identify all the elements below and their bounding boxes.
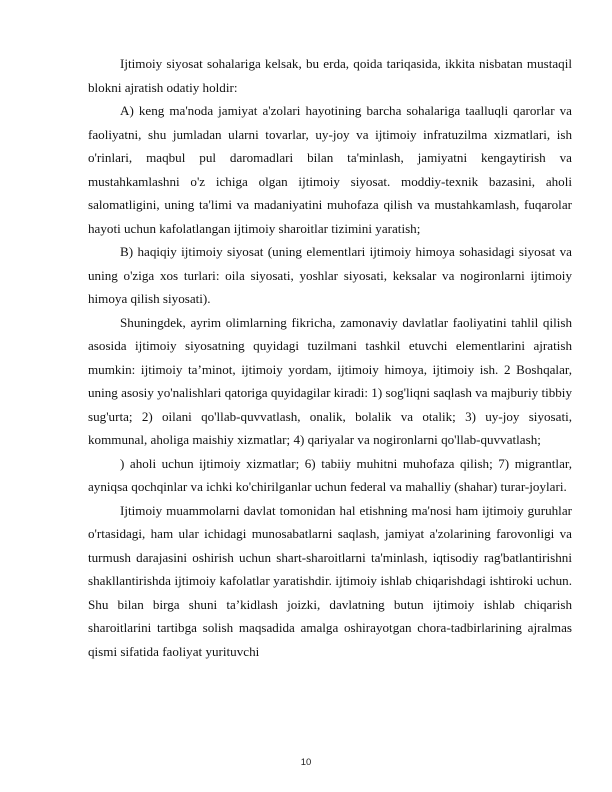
page-number: 10 xyxy=(300,757,312,768)
paragraph-elements: Shuningdek, ayrim olimlarning fikricha, zamonaviy davlatlar faoliyatini tahlil qilish asosida ijtimoiy siyosatning quyidagi tuzilmani tashkil etuvchi elementlarini ajratish mumkin: ijtimoiy ta’minot, ijtimoiy yordam, ijtimoiy himoya, ijtimoiy ish. 2 Boshqalar, uning asosiy yo'nalishlari qatoriga quyidagilar kiradi: 1) sog'liqni saqlash va majburiy tibbiy sug'urta; 2) oilani qo'llab-quvvatlash, onalik, bolalik va otalik; 3) uy-joy siyosati, kommunal, aholiga maishiy xizmatlar; 4) qariyalar va nogironlarni qo'llab-quvvatlash; xyxy=(88,314,572,447)
paragraph-intro: Ijtimoiy siyosat sohalariga kelsak, bu erda, qoida tariqasida, ikkita nisbatan mustaqil blokni ajratish odatiy holdir: xyxy=(88,56,572,95)
paragraph-list-continuation: ) aholi uchun ijtimoiy xizmatlar; 6) tabiiy muhitni muhofaza qilish; 7) migrantlar, ayniqsa qochqinlar va ichki ko'chirilganlar uchun federal va mahalliy (shahar) turar-joylari. xyxy=(88,455,572,494)
paragraph-block-b: B) haqiqiy ijtimoiy siyosat (uning elementlari ijtimoiy himoya sohasidagi siyosat va uning o'ziga xos turlari: oila siyosati, yoshlar siyosati, keksalar va nogironlarni ijtimoiy himoya qilish siyosati). xyxy=(88,244,572,306)
paragraph-block-a: A) keng ma'noda jamiyat a'zolari hayotining barcha sohalariga taalluqli qarorlar va faoliyatni, shu jumladan ularni tovarlar, uy-joy va ijtimoiy infratuzilma xizmatlari, ish o'rinlari, maqbul pul daromadlari bilan ta'minlash, jamiyatni kengaytirish va mustahkamlashni o'z ichiga olgan ijtimoiy siyosat. moddiy-texnik bazasini, aholi salomatligini, uning ta'limi va madaniyatini muhofaza qilish va mustahkamlash, fuqarolar hayoti uchun kafolatlangan ijtimoiy sharoitlar tizimini yaratish; xyxy=(88,103,572,236)
paragraph-state-role: Ijtimoiy muammolarni davlat tomonidan hal etishning ma'nosi ham ijtimoiy guruhlar o'rtasidagi, ham ular ichidagi munosabatlarni saqlash, jamiyat a'zolarining farovonligi va turmush darajasini oshirish uchun shart-sharoitlarni ta'minlash, iqtisodiy rag'batlantirishni shakllantirishda ijtimoiy kafolatlar yaratishdir. ijtimoiy ishlab chiqarishdagi ishtiroki uchun. Shu bilan birga shuni ta’kidlash joizki, davlatning butun ijtimoiy ishlab chiqarish sharoitlarini tartibga solish maqsadida amalga oshirayotgan chora-tadbirlarining ajralmas qismi sifatida faoliyat yurituvchi xyxy=(88,502,572,659)
